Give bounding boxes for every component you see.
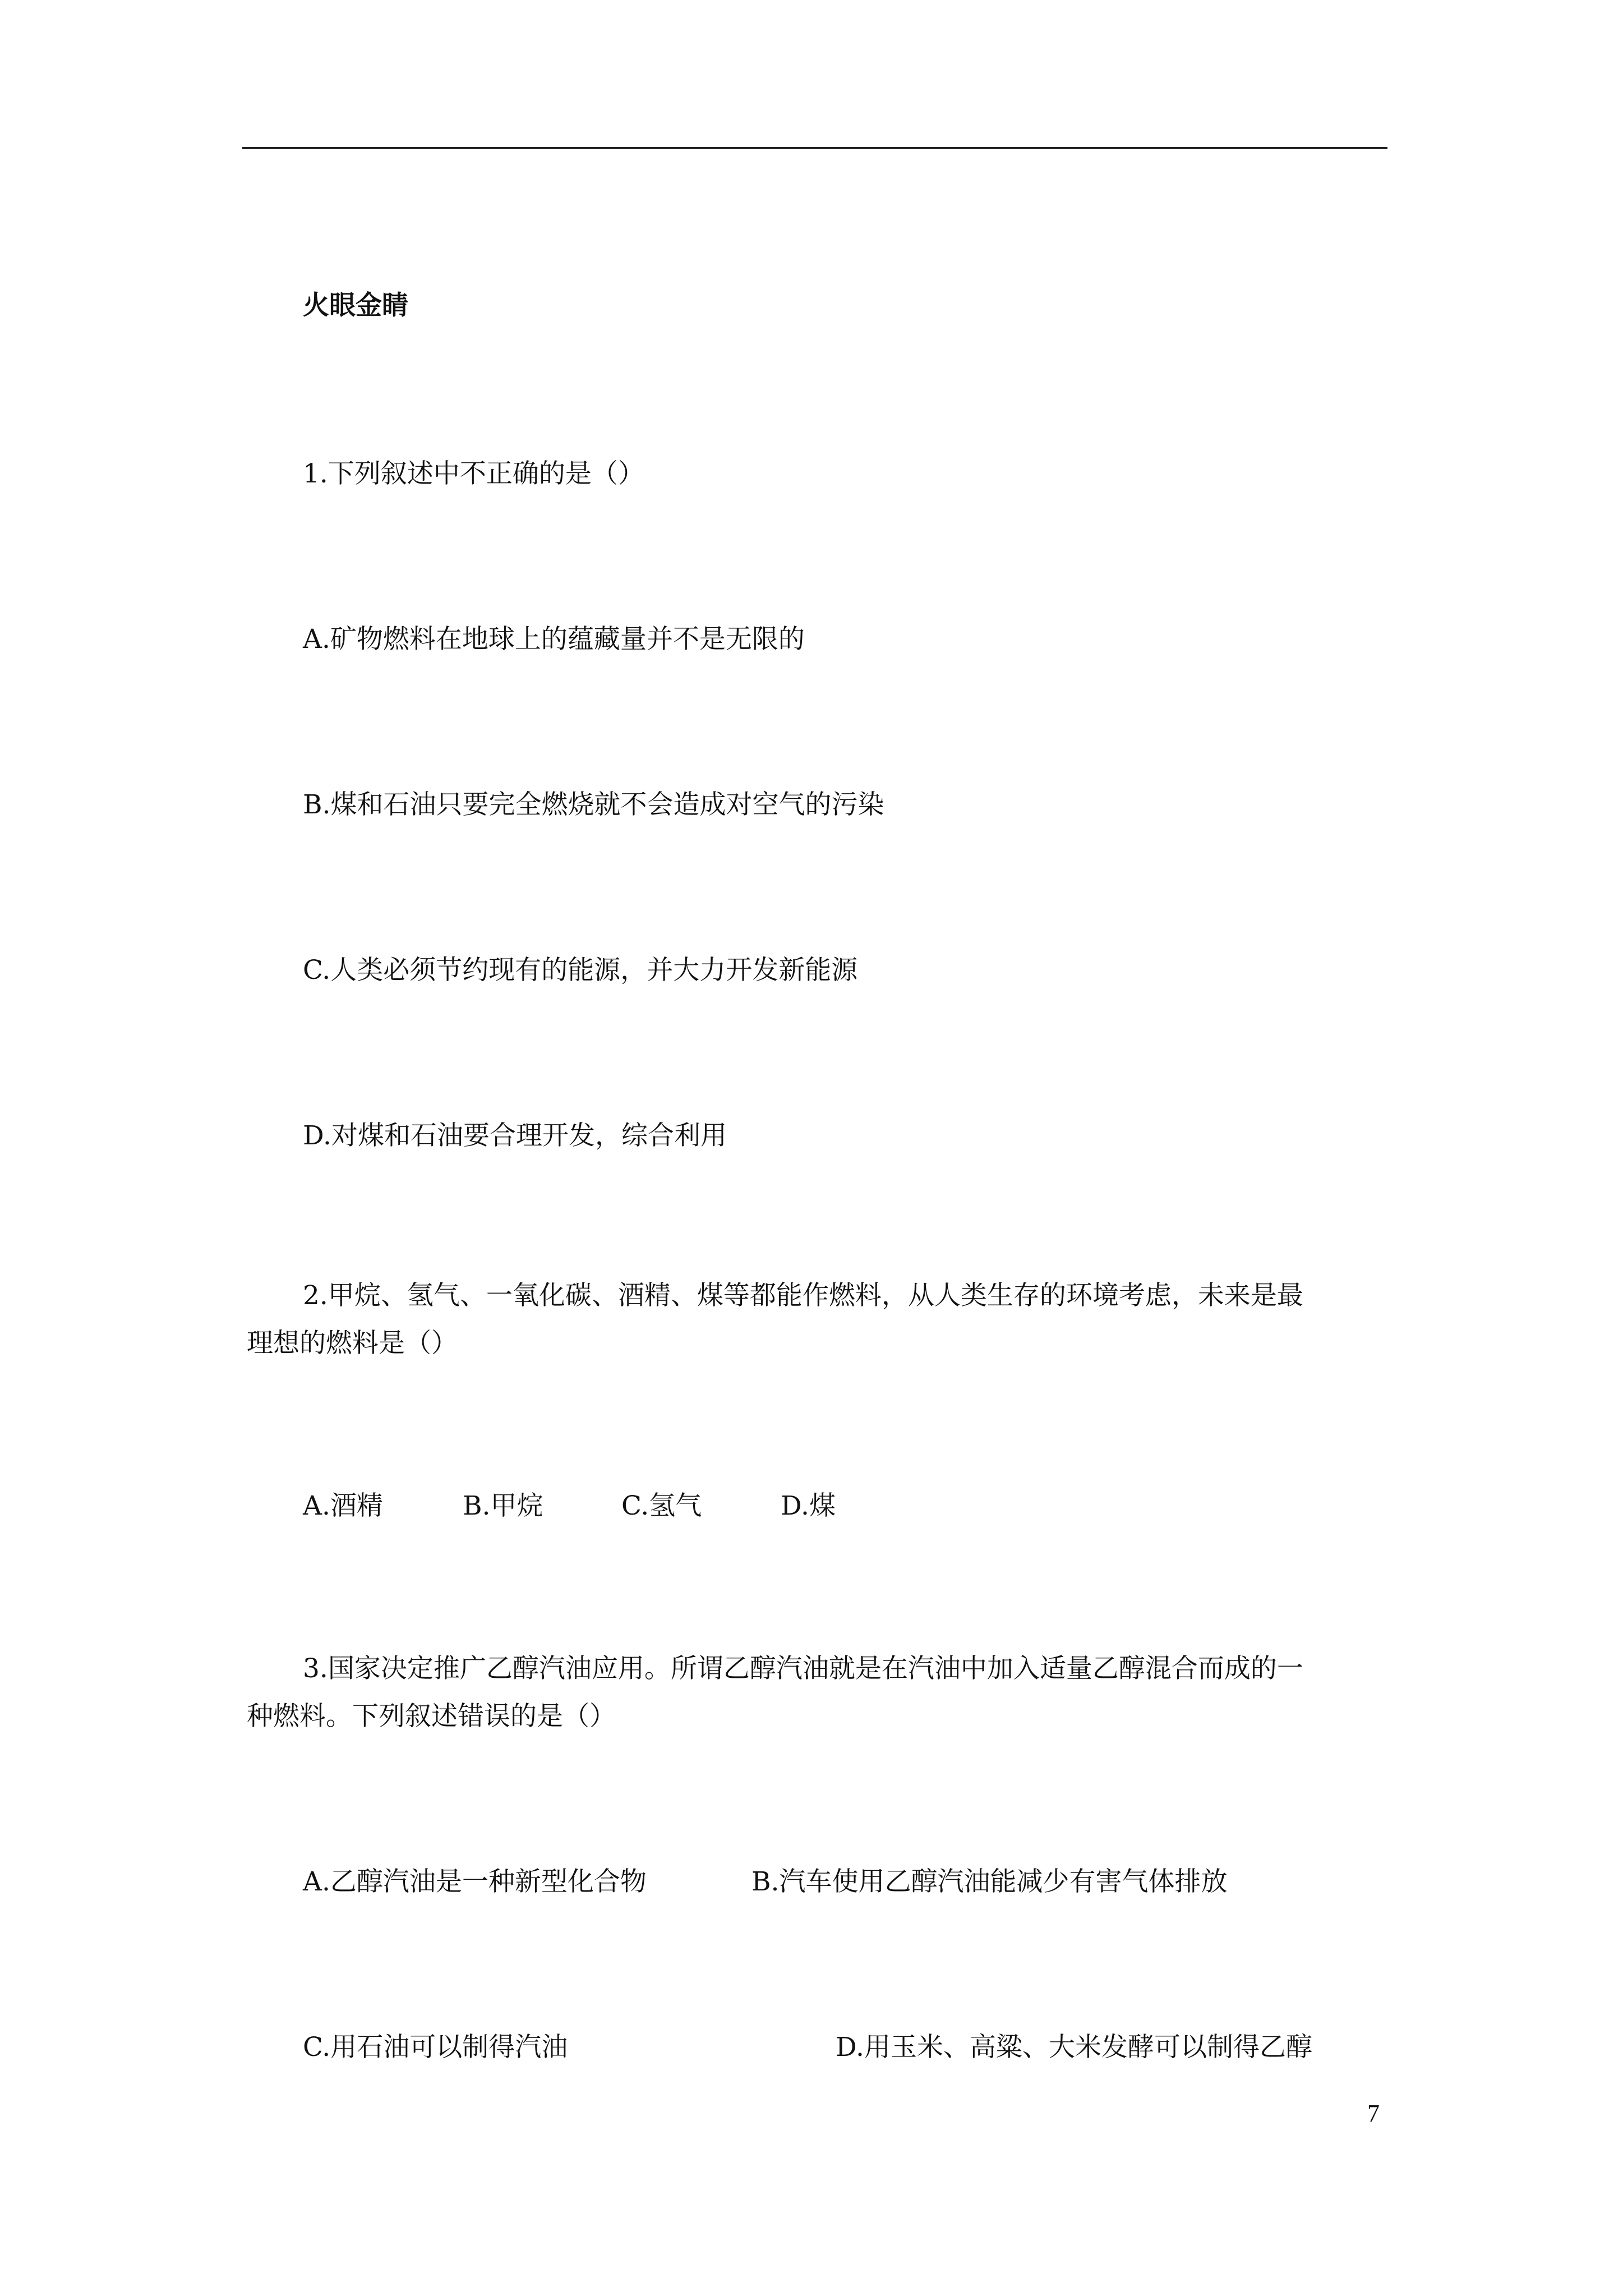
question-3-option-d: D.用玉米、高粱、大米发酵可以制得乙醇 bbox=[836, 2032, 1312, 2063]
header-rule bbox=[242, 147, 1387, 149]
question-3-option-a: A.乙醇汽油是一种新型化合物 bbox=[303, 1866, 647, 1897]
question-3-stem-line-2: 种燃料。下列叙述错误的是（） bbox=[247, 1701, 616, 1732]
question-2-option-c: C.氢气 bbox=[621, 1490, 702, 1521]
question-1-option-b: B.煤和石油只要完全燃烧就不会造成对空气的污染 bbox=[303, 789, 884, 820]
question-1-option-c: C.人类必须节约现有的能源，并大力开发新能源 bbox=[303, 955, 858, 986]
question-3-option-b: B.汽车使用乙醇汽油能减少有害气体排放 bbox=[751, 1866, 1228, 1897]
question-3-option-c: C.用石油可以制得汽油 bbox=[303, 2032, 568, 2063]
question-2-stem-line-2: 理想的燃料是（） bbox=[247, 1328, 458, 1359]
question-1-option-a: A.矿物燃料在地球上的蕴藏量并不是无限的 bbox=[303, 624, 805, 655]
question-2-option-a: A.酒精 bbox=[303, 1490, 383, 1521]
question-2-option-b: B.甲烷 bbox=[463, 1490, 543, 1521]
question-2-stem-line-1: 2.甲烷、氢气、一氧化碳、酒精、煤等都能作燃料，从人类生存的环境考虑，未来是最 bbox=[303, 1280, 1303, 1311]
page-number: 7 bbox=[1367, 2100, 1380, 2127]
question-1-option-d: D.对煤和石油要合理开发，综合利用 bbox=[303, 1120, 727, 1151]
section-title: 火眼金睛 bbox=[303, 290, 408, 321]
question-1-stem: 1.下列叙述中不正确的是（） bbox=[303, 458, 644, 489]
question-3-stem-line-1: 3.国家决定推广乙醇汽油应用。所谓乙醇汽油就是在汽油中加入适量乙醇混合而成的一 bbox=[303, 1653, 1303, 1684]
question-2-option-d: D.煤 bbox=[781, 1490, 836, 1521]
